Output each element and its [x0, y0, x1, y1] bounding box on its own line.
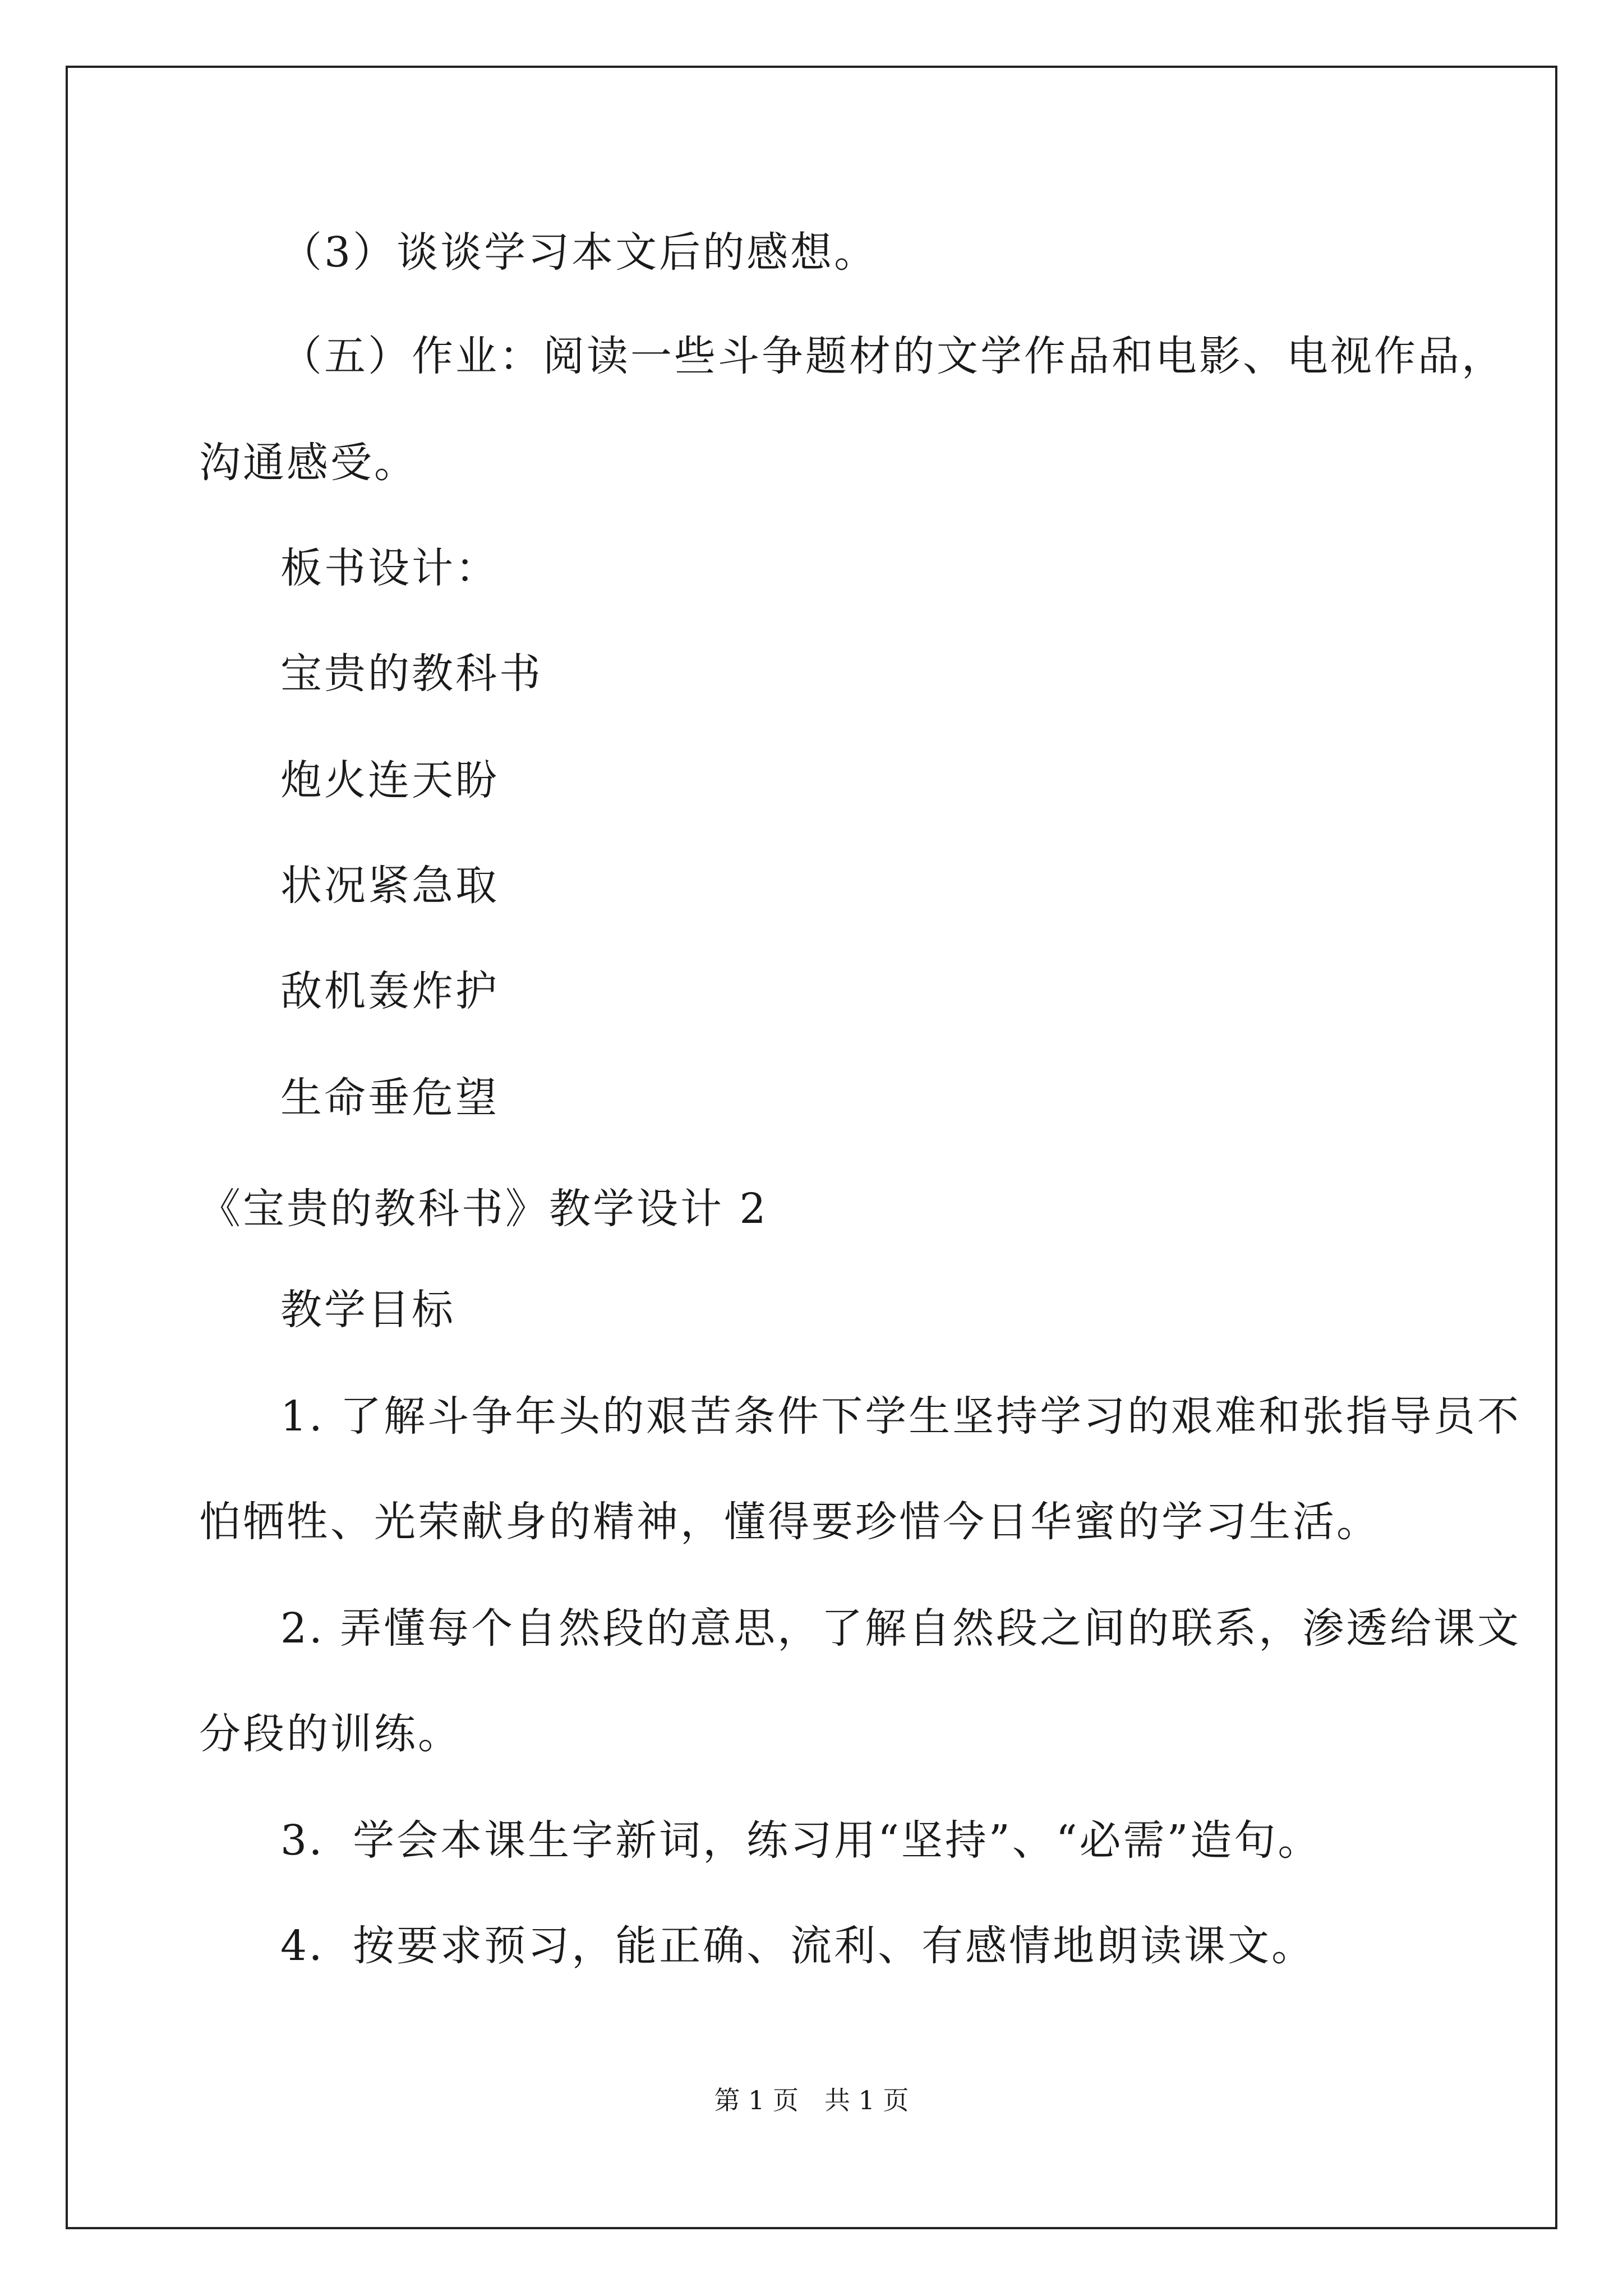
- board-line-1: 宝贵的教科书: [280, 650, 543, 698]
- page-footer: 第 1 页 共 1 页: [714, 2085, 909, 2115]
- board-line-2: 炮火连天盼: [280, 756, 499, 804]
- section-title: 《宝贵的教科书》教学设计 2: [199, 1185, 768, 1233]
- objective-4: 4．按要求预习，能正确、流利、有感情地朗读课文。: [280, 1922, 1316, 1970]
- objective-1-line-1: 1. 了解斗争年头的艰苦条件下学生坚持学习的艰难和张指导员不: [280, 1392, 1521, 1441]
- text-line-2: （五）作业：阅读一些斗争题材的文学作品和电影、电视作品，: [280, 332, 1505, 380]
- board-line-5: 生命垂危望: [280, 1074, 499, 1122]
- text-line-1: （3）谈谈学习本文后的感想。: [280, 228, 878, 277]
- board-design-heading: 板书设计：: [280, 544, 499, 592]
- board-line-3: 状况紧急取: [280, 862, 499, 910]
- board-line-4: 敌机轰炸护: [280, 967, 499, 1015]
- text-line-3: 沟通感受。: [199, 439, 418, 487]
- objective-2-line-2: 分段的训练。: [199, 1710, 462, 1758]
- objective-2-line-1: 2. 弄懂每个自然段的意思，了解自然段之间的联系，渗透给课文: [280, 1604, 1521, 1653]
- objectives-heading: 教学目标: [280, 1286, 455, 1334]
- objective-1-line-2: 怕牺牲、光荣献身的精神，懂得要珍惜今日华蜜的学习生活。: [199, 1498, 1380, 1546]
- page-border: [66, 66, 1557, 2229]
- objective-3: 3．学会本课生字新词，练习用“坚持”、“必需”造句。: [280, 1816, 1322, 1865]
